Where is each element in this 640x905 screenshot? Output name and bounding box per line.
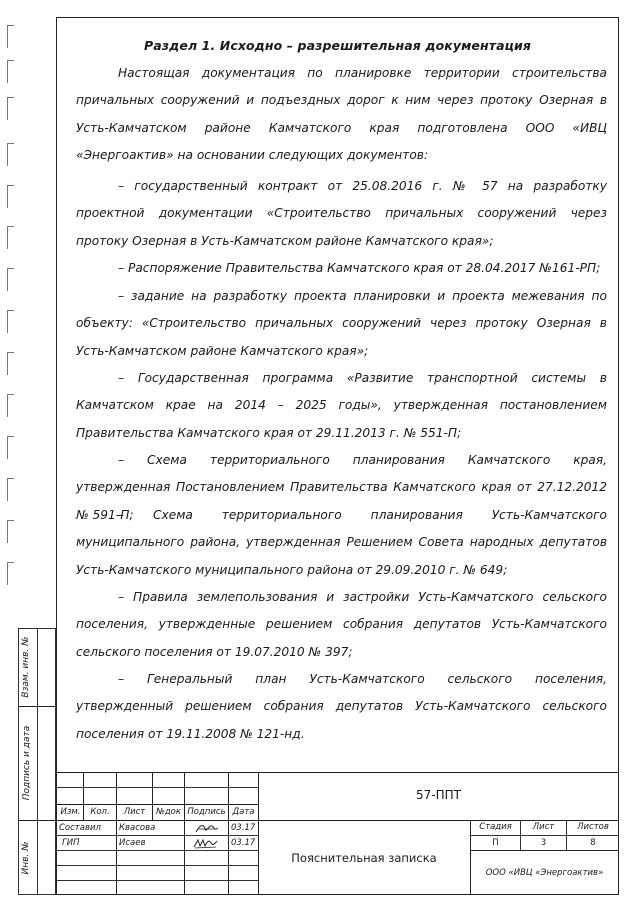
podpis-data-label: Подпись и дата	[22, 725, 32, 801]
margin-tick	[7, 25, 14, 48]
paragraph-order: – Распоряжение Правительства Камчатского края от 28.04.2017 №161-РП;	[118, 261, 601, 275]
paragraph-program: – Государственная программа «Развитие транспортной системы в Камчатском крае на 2014 – 2025 годы», утвержденная постановлением Правительства Камчатского края от 29.11.2013 г. № 551-П;	[76, 371, 607, 440]
stage-value: П	[492, 838, 499, 848]
role-sostavil: Составил	[59, 823, 101, 833]
stage-label: Стадия	[479, 822, 512, 832]
margin-tick	[7, 478, 14, 501]
paragraph-general-plan: – Генеральный план Усть-Камчатского сельского поселения, утвержденный решением собрания депутатов Усть-Камчатского сельского поселения от 19.11.2008 № 121-нд.	[76, 672, 607, 741]
section-title: Раздел 1. Исходно – разрешительная документация	[144, 38, 531, 53]
sheets-label: Листов	[577, 822, 609, 832]
header-kol: Кол.	[90, 807, 110, 817]
paragraph-territorial-scheme: – Схема территориального планирования Камчатского края, утвержденная Постановлением Правительства Камчатского края от 27.12.2012 № 591-П;	[76, 453, 607, 522]
margin-tick	[7, 562, 14, 585]
paragraph-task: – задание на разработку проекта планировки и проекта межевания по объекту: «Строительство причальных сооружений через протоку Озерная в Усть-Камчатском районе Камчатского края»;	[76, 289, 607, 358]
margin-tick	[7, 352, 14, 375]
margin-tick	[7, 97, 14, 120]
margin-tick	[7, 143, 14, 166]
document-name: Пояснительная записка	[291, 851, 437, 865]
margin-tick	[7, 185, 14, 208]
header-izm: Изм.	[60, 807, 81, 817]
margin-tick	[7, 268, 14, 291]
margin-tick	[7, 436, 14, 459]
side-divider	[37, 628, 38, 895]
role-gip: ГИП	[62, 838, 80, 848]
margin-tick	[7, 520, 14, 543]
signature-isaev	[192, 837, 218, 849]
header-list: Лист	[123, 807, 146, 817]
paragraph-intro: Настоящая документация по планировке территории строительства причальных сооружений и подъездных дорог к ним через протоку Озерная в Усть-Камчатском районе Камчатского края подготовлена ООО «ИВЦ «Энергоактив» на основании следующих документов:	[76, 66, 607, 162]
inv-no-label: Инв. №	[21, 841, 31, 875]
margin-tick	[7, 394, 14, 417]
name-isaev: Исаев	[119, 838, 146, 848]
vzam-inv-label: Взам. инв. №	[21, 636, 31, 698]
header-podpis: Подпись	[187, 807, 226, 817]
sheet-value: 3	[540, 838, 547, 848]
header-ndok: №док	[155, 807, 182, 817]
margin-tick	[7, 310, 14, 333]
name-kvasova: Квасова	[119, 823, 156, 833]
signature-kvasova	[194, 822, 220, 834]
sheets-value: 8	[590, 838, 596, 848]
paragraph-contract: – государственный контракт от 25.08.2016 г. № 57 на разработку проектной документации «Строительство причальных сооружений через протоку Озерная в Усть-Камчатском районе Камчатского края»;	[76, 179, 607, 248]
sheet-label: Лист	[532, 822, 555, 832]
margin-tick	[7, 226, 14, 249]
date-row1: 03.17	[231, 823, 256, 833]
margin-tick	[7, 60, 14, 83]
organization-name: ООО «ИВЦ «Энергоактив»	[485, 868, 604, 878]
paragraph-rules: – Правила землепользования и застройки Усть-Камчатского сельского поселения, утвержденные решением собрания депутатов Усть-Камчатского сельского поселения от 19.07.2010 № 397;	[76, 590, 607, 659]
document-code: 57-ППТ	[416, 788, 461, 802]
paragraph-district-scheme: – Схема территориального планирования Усть-Камчатского муниципального района, утвержденная Решением Совета народных депутатов Усть-Камчатского муниципального района от 29.09.2010 г. № 649;	[76, 508, 607, 577]
date-row2: 03.17	[231, 838, 256, 848]
header-data: Дата	[232, 807, 255, 817]
